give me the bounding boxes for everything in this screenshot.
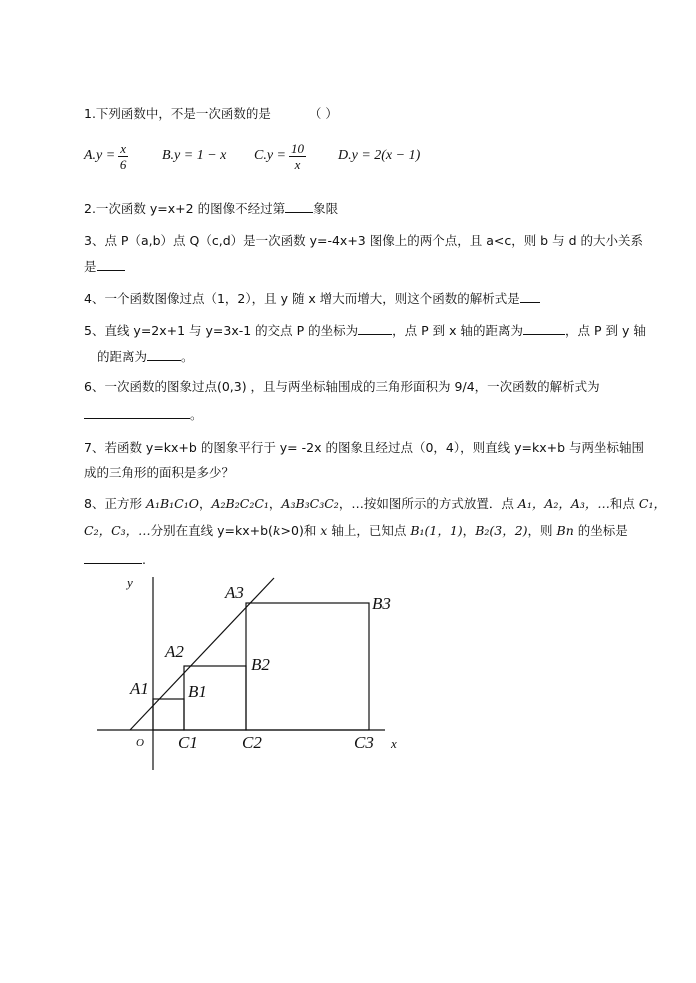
q8-square2: A₂B₂C₂C₁ <box>211 496 269 511</box>
q1-options <box>84 136 644 176</box>
q3-line2 <box>84 258 125 275</box>
q8-sep3: ， <box>462 523 476 538</box>
q1-option-a-denominator: 6 <box>119 156 127 172</box>
square-3 <box>246 603 369 730</box>
label-a2: A2 <box>165 642 184 661</box>
q8-x: x <box>320 523 328 538</box>
label-b2: B2 <box>251 655 270 674</box>
q8-bn: Bn <box>556 523 574 538</box>
q1-option-c-denominator: x <box>294 156 301 172</box>
q5-blank3 <box>147 348 181 361</box>
q5-line2-text: 的距离为 <box>97 349 148 364</box>
q8-b1: B₁(1，1) <box>410 523 463 538</box>
q2-text-end: 象限 <box>313 201 339 216</box>
q8-text5: 轴上，已知点 <box>327 523 411 538</box>
q1-option-d: D.y = 2(x − 1) <box>338 148 421 163</box>
q5-part2: ，点 P 到 x 轴的距离为 <box>392 323 524 338</box>
q4-blank <box>520 290 540 303</box>
label-c3: C3 <box>354 733 374 752</box>
q1-answer-paren: （ ） <box>308 106 338 121</box>
q1-option-b: B.y = 1 − x <box>162 148 227 163</box>
q8-text4: >0)和 <box>280 523 321 538</box>
label-origin: O <box>136 737 144 749</box>
q8-square1: A₁B₁C₁O <box>145 496 199 511</box>
q8-line1 <box>84 496 666 512</box>
label-a1: A1 <box>130 679 149 698</box>
q8-blank <box>84 551 142 564</box>
q3-blank <box>97 258 125 271</box>
q1-option-a <box>84 136 131 176</box>
q7-line2: 成的三角形的面积是多少？ <box>84 465 235 480</box>
q2-blank <box>285 200 313 213</box>
q1-text: 1.下列函数中，不是一次函数的是 <box>84 106 271 121</box>
q1-option-c-numerator: 10 <box>291 140 304 156</box>
label-b1: B1 <box>188 682 207 701</box>
q5-line1 <box>84 322 646 339</box>
q5-blank1 <box>358 322 392 335</box>
square-2 <box>184 666 246 730</box>
label-c1: C1 <box>178 733 198 752</box>
q8-sep2: ， <box>268 496 282 511</box>
label-y: y <box>127 575 133 590</box>
q5-part3: ，点 P 到 y 轴 <box>565 323 646 338</box>
q8-sep1: ， <box>199 496 212 511</box>
q8-text3: 分别在直线 y=kx+b( <box>150 523 273 538</box>
q1-option-a-prefix: A.y = <box>84 148 116 163</box>
q8-text6: ，则 <box>527 523 557 538</box>
q8-line3 <box>84 551 146 568</box>
q6-end: 。 <box>190 407 203 422</box>
q5-line2 <box>97 348 194 365</box>
q8-line2 <box>84 523 628 539</box>
q8-text2: 和点 <box>609 496 639 511</box>
q3-line1: 3、点 P（a,b）点 Q（c,d）是一次函数 y=-4x+3 图像上的两个点，且 a<c，则 b 与 d 的大小关系 <box>84 233 643 248</box>
label-x: x <box>391 736 397 751</box>
q1-option-a-fraction <box>118 141 128 172</box>
label-a3: A3 <box>225 583 244 602</box>
q4-text: 4、一个函数图像过点（1，2），且 y 随 x 增大而增大，则这个函数的解析式是 <box>84 291 520 306</box>
square-1 <box>153 699 184 730</box>
label-b3: B3 <box>372 594 391 613</box>
q8-end: . <box>142 552 146 567</box>
q8-k: k <box>272 523 281 538</box>
q1-option-c <box>254 136 309 176</box>
q8-c-points: C₂，C₃，… <box>84 523 151 538</box>
q8-c1: C₁， <box>638 496 666 511</box>
q3-line2-text: 是 <box>84 259 97 274</box>
q6-blank <box>84 406 190 419</box>
line-y-kx-b <box>130 578 274 730</box>
q1-option-a-numerator: x <box>120 140 126 156</box>
q8-text7: 的坐标是 <box>573 523 628 538</box>
q1-option-c-prefix: C.y = <box>254 148 286 163</box>
q8-text1: ，…按如图所示的方式放置．点 <box>338 496 518 511</box>
q5-part1: 5、直线 y=2x+1 与 y=3x-1 的交点 P 的坐标为 <box>84 323 359 338</box>
q1-option-c-fraction <box>289 141 306 172</box>
q1-stem <box>84 106 338 122</box>
q5-end: 。 <box>181 349 194 364</box>
q8-prefix: 8、正方形 <box>84 496 146 511</box>
q2-text: 2.一次函数 y=x+2 的图像不经过第 <box>84 201 286 216</box>
q8-b2: B₂(3，2) <box>475 523 528 538</box>
label-c2: C2 <box>242 733 262 752</box>
q7-line1: 7、若函数 y=kx+b 的图象平行于 y= -2x 的图象且经过点（0，4），则直线 y=kx+b 与两坐标轴围 <box>84 440 644 455</box>
q4 <box>84 290 540 307</box>
q8-square3: A₃B₃C₃C₂ <box>281 496 339 511</box>
q2 <box>84 200 338 217</box>
q5-blank2 <box>523 322 565 335</box>
q6-line1: 6、一次函数的图象过点(0,3) ，且与两坐标轴围成的三角形面积为 9/4，一次函数的解析式为 <box>84 379 600 394</box>
q6-line2 <box>84 406 203 423</box>
q8-a-points: A₁，A₂，A₃，… <box>517 496 610 511</box>
